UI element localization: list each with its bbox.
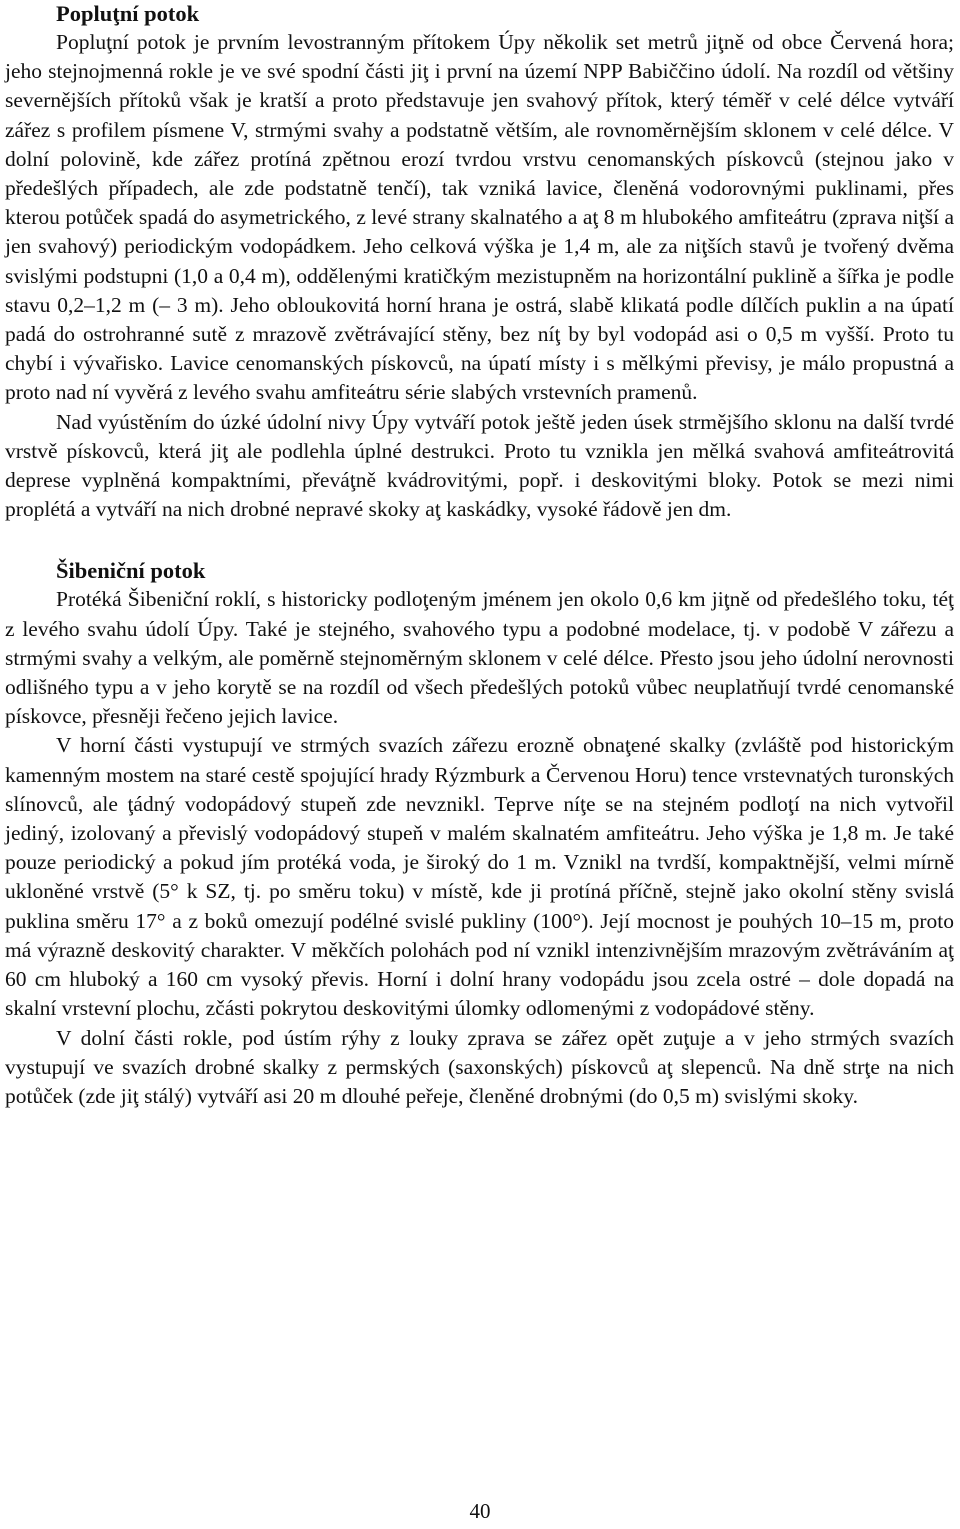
paragraph-sibenicni-3: V dolní části rokle, pod ústím rýhy z louky zprava se zářez opět zuţuje a v jeho strmých svazích vystupují ve svazích drobné skalky z permských (saxonských) pískovců aţ slepenců. Na dně strţe na nich potůček (zde jiţ stálý) vytváří asi 20 m dlouhé peřeje, členěné drobnými (do 0,5 m) svislými skoky. [5,1025,954,1108]
document-page [5,0,954,1111]
paragraph-popluzni-1: Popluţní potok je prvním levostranným přítokem Úpy několik set metrů jiţně od obce Červená hora; jeho stejnojmenná rokle je ve své spodní části jiţ i první na území NPP Babiččino údolí. Na rozdíl od většiny severnějších přítoků však je kratší a proto představuje jen svahový přítok, který téměř v celé délce vytváří zářez s profilem písmene V, strmými svahy a podstatně větším, ale rovnoměrnějším sklonem v celé délce. V dolní polovině, kde zářez protíná zpětnou erozí tvrdou vrstvu cenomanských pískovců (stejnou jako v předešlých případech, ale zde podstatně tenčí), tak vzniká lavice, členěná vodorovnými puklinami, přes kterou potůček spadá do asymetrického, z levé strany skalnatého a aţ 8 m hlubokého amfiteátru (zprava niţší a jen svahový) periodickým vodopádkem. Jeho celková výška je 1,4 m, ale za niţších stavů je tvořený dvěma svislými podstupni (1,0 a 0,4 m), oddělenými kratičkým mezistupněm na horizontální puklině a šířka je podle stavu 0,2–1,2 m (– 3 m). Jeho obloukovitá horní hrana je ostrá, slabě klikatá podle dílčích puklin a na úpatí padá do ostrohranné sutě z mrazově zvětrávající stěny, bez níţ by byl vodopád asi o 0,5 m vyšší. Proto tu chybí i vývařisko. Lavice cenomanských pískovců, na úpatí místy i s mělkými převisy, je málo propustná a proto nad ní vyvěrá z levého svahu amfiteátru série slabých vrstevních pramenů. [5,30,954,405]
paragraph-sibenicni-2: V horní části vystupují ve strmých svazích zářezu erozně obnaţené skalky (zvláště pod historickým kamenným mostem na staré cestě spojující hrady Rýzmburk a Červenou Horu) tence vrstevnatých turonských slínovců, ale ţádný vodopádový stupeň zde nevznikl. Teprve níţe se na stejném podloţí na nich vytvořil jediný, izolovaný a převislý vodopádový stupeň v malém skalnatém amfiteátru. Jeho výška je 1,8 m. Je také pouze periodický a pokud jím protéká voda, je široký do 1 m. Vznikl na tvrdší, kompaktnější, velmi mírně ukloněné vrstvě (5° k SZ, tj. po směru toku) v místě, kde ji protíná příčně, stejně jako okolní stěny svislá puklina směru 17° a z boků omezují podélné svislé pukliny (100°). Její mocnost je pouhých 10–15 m, proto má výrazně deskovitý charakter. V měkčích polohách pod ní vznikl intenzivnějším mrazovým zvětráváním aţ 60 cm hluboký a 160 cm vysoký převis. Horní i dolní hrany vodopádu jsou zcela ostré – dole dopadá na skalní vrstevní plochu, zčásti pokrytou deskovitými úlomky odlomenými z vodopádové stěny. [5,733,954,1021]
section-heading-popluzni: Popluţní potok [56,1,200,26]
paragraph-sibenicni-1: Protéká Šibeniční roklí, s historicky podloţeným jménem jen okolo 0,6 km jiţně od předešlého toku, téţ z levého svahu údolí Úpy. Také je stejného, svahového typu a podobné modelace, tj. v podobě V zářezu a strmými svahy a velkým, ale poměrně stejnoměrným sklonem v celé délce. Přesto jsou jeho údolní nerovnosti odlišného typu a v jeho korytě se na rozdíl od všech předešlých potoků vůbec neuplatňují tvrdé cenomanské pískovce, přesněji řečeno jejich lavice. [5,587,954,729]
page-number: 40 [469,1499,491,1523]
paragraph-popluzni-2: Nad vyústěním do úzké údolní nivy Úpy vytváří potok ještě jeden úsek strmějšího sklonu na další tvrdé vrstvě pískovců, která jiţ ale podlehla úplné destrukci. Proto tu vznikla jen mělká svahová amfiteátrovitá deprese vyplněná kompaktními, převáţně kvádrovitými, popř. i deskovitými bloky. Potok se mezi nimi proplétá a vytváří na nich drobné nepravé skoky aţ kaskádky, vysoké řádově jen dm. [5,409,954,522]
section-heading-sibenicni: Šibeniční potok [56,558,206,584]
